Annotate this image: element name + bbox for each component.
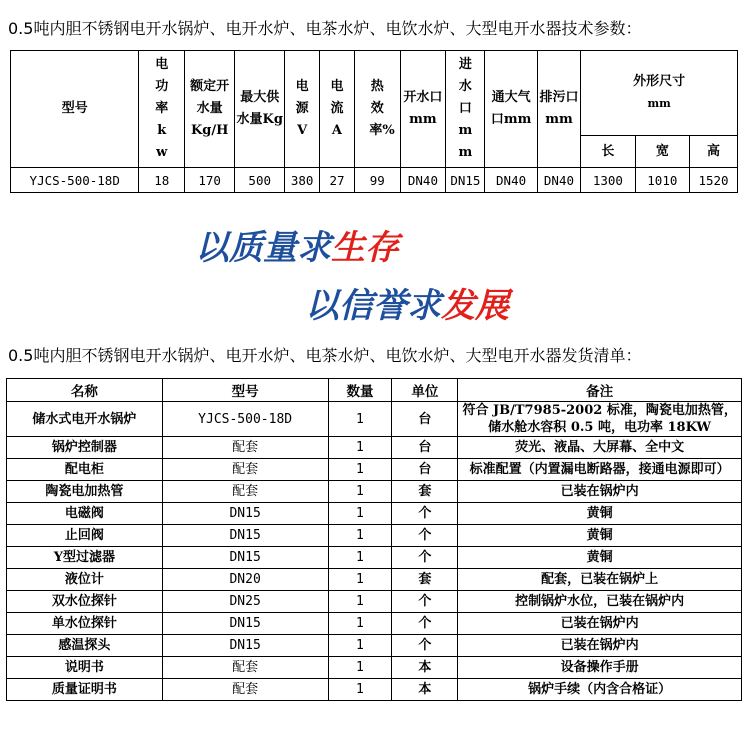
spec-table [10,50,738,193]
table-row [7,525,742,547]
item-name: 说明书 [7,657,163,679]
item-qty: 1 [328,657,392,679]
spec-header-power: 电功率kw [139,51,185,168]
item-note: 配套，已装在锅炉上 [458,569,742,591]
item-unit: 本 [392,679,458,701]
item-unit: 台 [392,459,458,481]
spec-header-voltage: 电源V [285,51,320,168]
shipping-list-table [6,378,742,701]
item-name: Y型过滤器 [7,547,163,569]
item-unit: 套 [392,481,458,503]
spec-header-height: 高 [690,136,738,168]
table-row [7,547,742,569]
item-model: 配套 [162,459,328,481]
table-row [7,402,742,437]
spec-cell: 27 [320,168,355,193]
ship-title: 0.5吨内胆不锈钢电开水锅炉、电开水炉、电茶水炉、电饮水炉、大型电开水器发货清单： [8,346,642,365]
item-qty: 1 [328,547,392,569]
spec-cell: DN40 [537,168,581,193]
ship-header-unit: 单位 [392,379,458,402]
item-model: DN15 [162,525,328,547]
spec-header-model: 型号 [11,51,139,168]
table-row [7,459,742,481]
spec-title: 0.5吨内胆不锈钢电开水锅炉、电开水炉、电茶水炉、电饮水炉、大型电开水器技术参数： [8,19,642,38]
item-note: 控制锅炉水位，已装在锅炉内 [458,591,742,613]
item-note: 符合 JB/T7985-2002 标准，陶瓷电加热管，储水舱水容积 0.5 吨，电功率 18KW [458,402,742,437]
item-name: 双水位探针 [7,591,163,613]
item-name: 锅炉控制器 [7,437,163,459]
item-qty: 1 [328,437,392,459]
item-note: 设备操作手册 [458,657,742,679]
item-qty: 1 [328,402,392,437]
slogan-quality: 以质量求生存 [195,228,399,268]
item-name: 液位计 [7,569,163,591]
spec-cell: DN40 [400,168,446,193]
item-note: 黄铜 [458,525,742,547]
table-row [7,613,742,635]
spec-header-length: 长 [581,136,635,168]
item-unit: 个 [392,591,458,613]
item-unit: 个 [392,525,458,547]
item-qty: 1 [328,569,392,591]
spec-header-outlet: 开水口mm [400,51,446,168]
item-model: DN15 [162,613,328,635]
item-model: DN15 [162,503,328,525]
spec-header-width: 宽 [635,136,689,168]
item-name: 陶瓷电加热管 [7,481,163,503]
item-qty: 1 [328,613,392,635]
spec-header-size: 外形尺寸 mm [581,51,738,136]
item-unit: 本 [392,657,458,679]
item-name: 质量证明书 [7,679,163,701]
spec-cell: YJCS-500-18D [11,168,139,193]
spec-cell: 170 [185,168,235,193]
item-note: 荧光、液晶、大屏幕、全中文 [458,437,742,459]
item-note: 已装在锅炉内 [458,613,742,635]
spec-cell: 380 [285,168,320,193]
table-row [7,591,742,613]
item-name: 储水式电开水锅炉 [7,402,163,437]
spec-cell: DN40 [485,168,537,193]
item-qty: 1 [328,481,392,503]
item-model: 配套 [162,437,328,459]
item-model: DN15 [162,547,328,569]
spec-header-efficiency: 热效率% [354,51,400,168]
spec-header-inlet: 进水口mm [446,51,485,168]
item-qty: 1 [328,459,392,481]
ship-header-model: 型号 [162,379,328,402]
item-name: 配电柜 [7,459,163,481]
table-row [7,635,742,657]
table-row [7,481,742,503]
spec-cell: 1300 [581,168,635,193]
item-model: DN20 [162,569,328,591]
item-qty: 1 [328,635,392,657]
item-model: 配套 [162,679,328,701]
spec-cell: 1520 [690,168,738,193]
spec-header-current: 电流A [320,51,355,168]
item-qty: 1 [328,503,392,525]
item-name: 单水位探针 [7,613,163,635]
item-unit: 个 [392,613,458,635]
item-model: DN15 [162,635,328,657]
item-unit: 台 [392,437,458,459]
table-row [7,657,742,679]
spec-cell: DN15 [446,168,485,193]
item-unit: 个 [392,547,458,569]
item-note: 已装在锅炉内 [458,635,742,657]
item-qty: 1 [328,525,392,547]
ship-header-name: 名称 [7,379,163,402]
item-model: YJCS-500-18D [162,402,328,437]
table-row [7,503,742,525]
slogan-reputation: 以信誉求发展 [305,286,509,326]
spec-header-rated: 额定开水量Kg/H [185,51,235,168]
item-name: 止回阀 [7,525,163,547]
table-row [7,437,742,459]
item-note: 锅炉手续（内含合格证） [458,679,742,701]
item-note: 已装在锅炉内 [458,481,742,503]
item-note: 黄铜 [458,547,742,569]
ship-header-note: 备注 [458,379,742,402]
spec-cell: 1010 [635,168,689,193]
spec-data-row [11,168,738,193]
item-model: 配套 [162,657,328,679]
item-model: 配套 [162,481,328,503]
item-unit: 个 [392,635,458,657]
spec-header-vent: 通大气口mm [485,51,537,168]
table-row [7,679,742,701]
item-note: 黄铜 [458,503,742,525]
spec-header-max: 最大供水量Kg [235,51,285,168]
item-unit: 套 [392,569,458,591]
ship-header-qty: 数量 [328,379,392,402]
item-note: 标准配置（内置漏电断路器，接通电源即可） [458,459,742,481]
item-model: DN25 [162,591,328,613]
item-unit: 台 [392,402,458,437]
spec-cell: 18 [139,168,185,193]
item-unit: 个 [392,503,458,525]
spec-cell: 500 [235,168,285,193]
table-row [7,569,742,591]
item-qty: 1 [328,591,392,613]
item-name: 电磁阀 [7,503,163,525]
item-name: 感温探头 [7,635,163,657]
item-qty: 1 [328,679,392,701]
spec-header-drain: 排污口mm [537,51,581,168]
spec-cell: 99 [354,168,400,193]
